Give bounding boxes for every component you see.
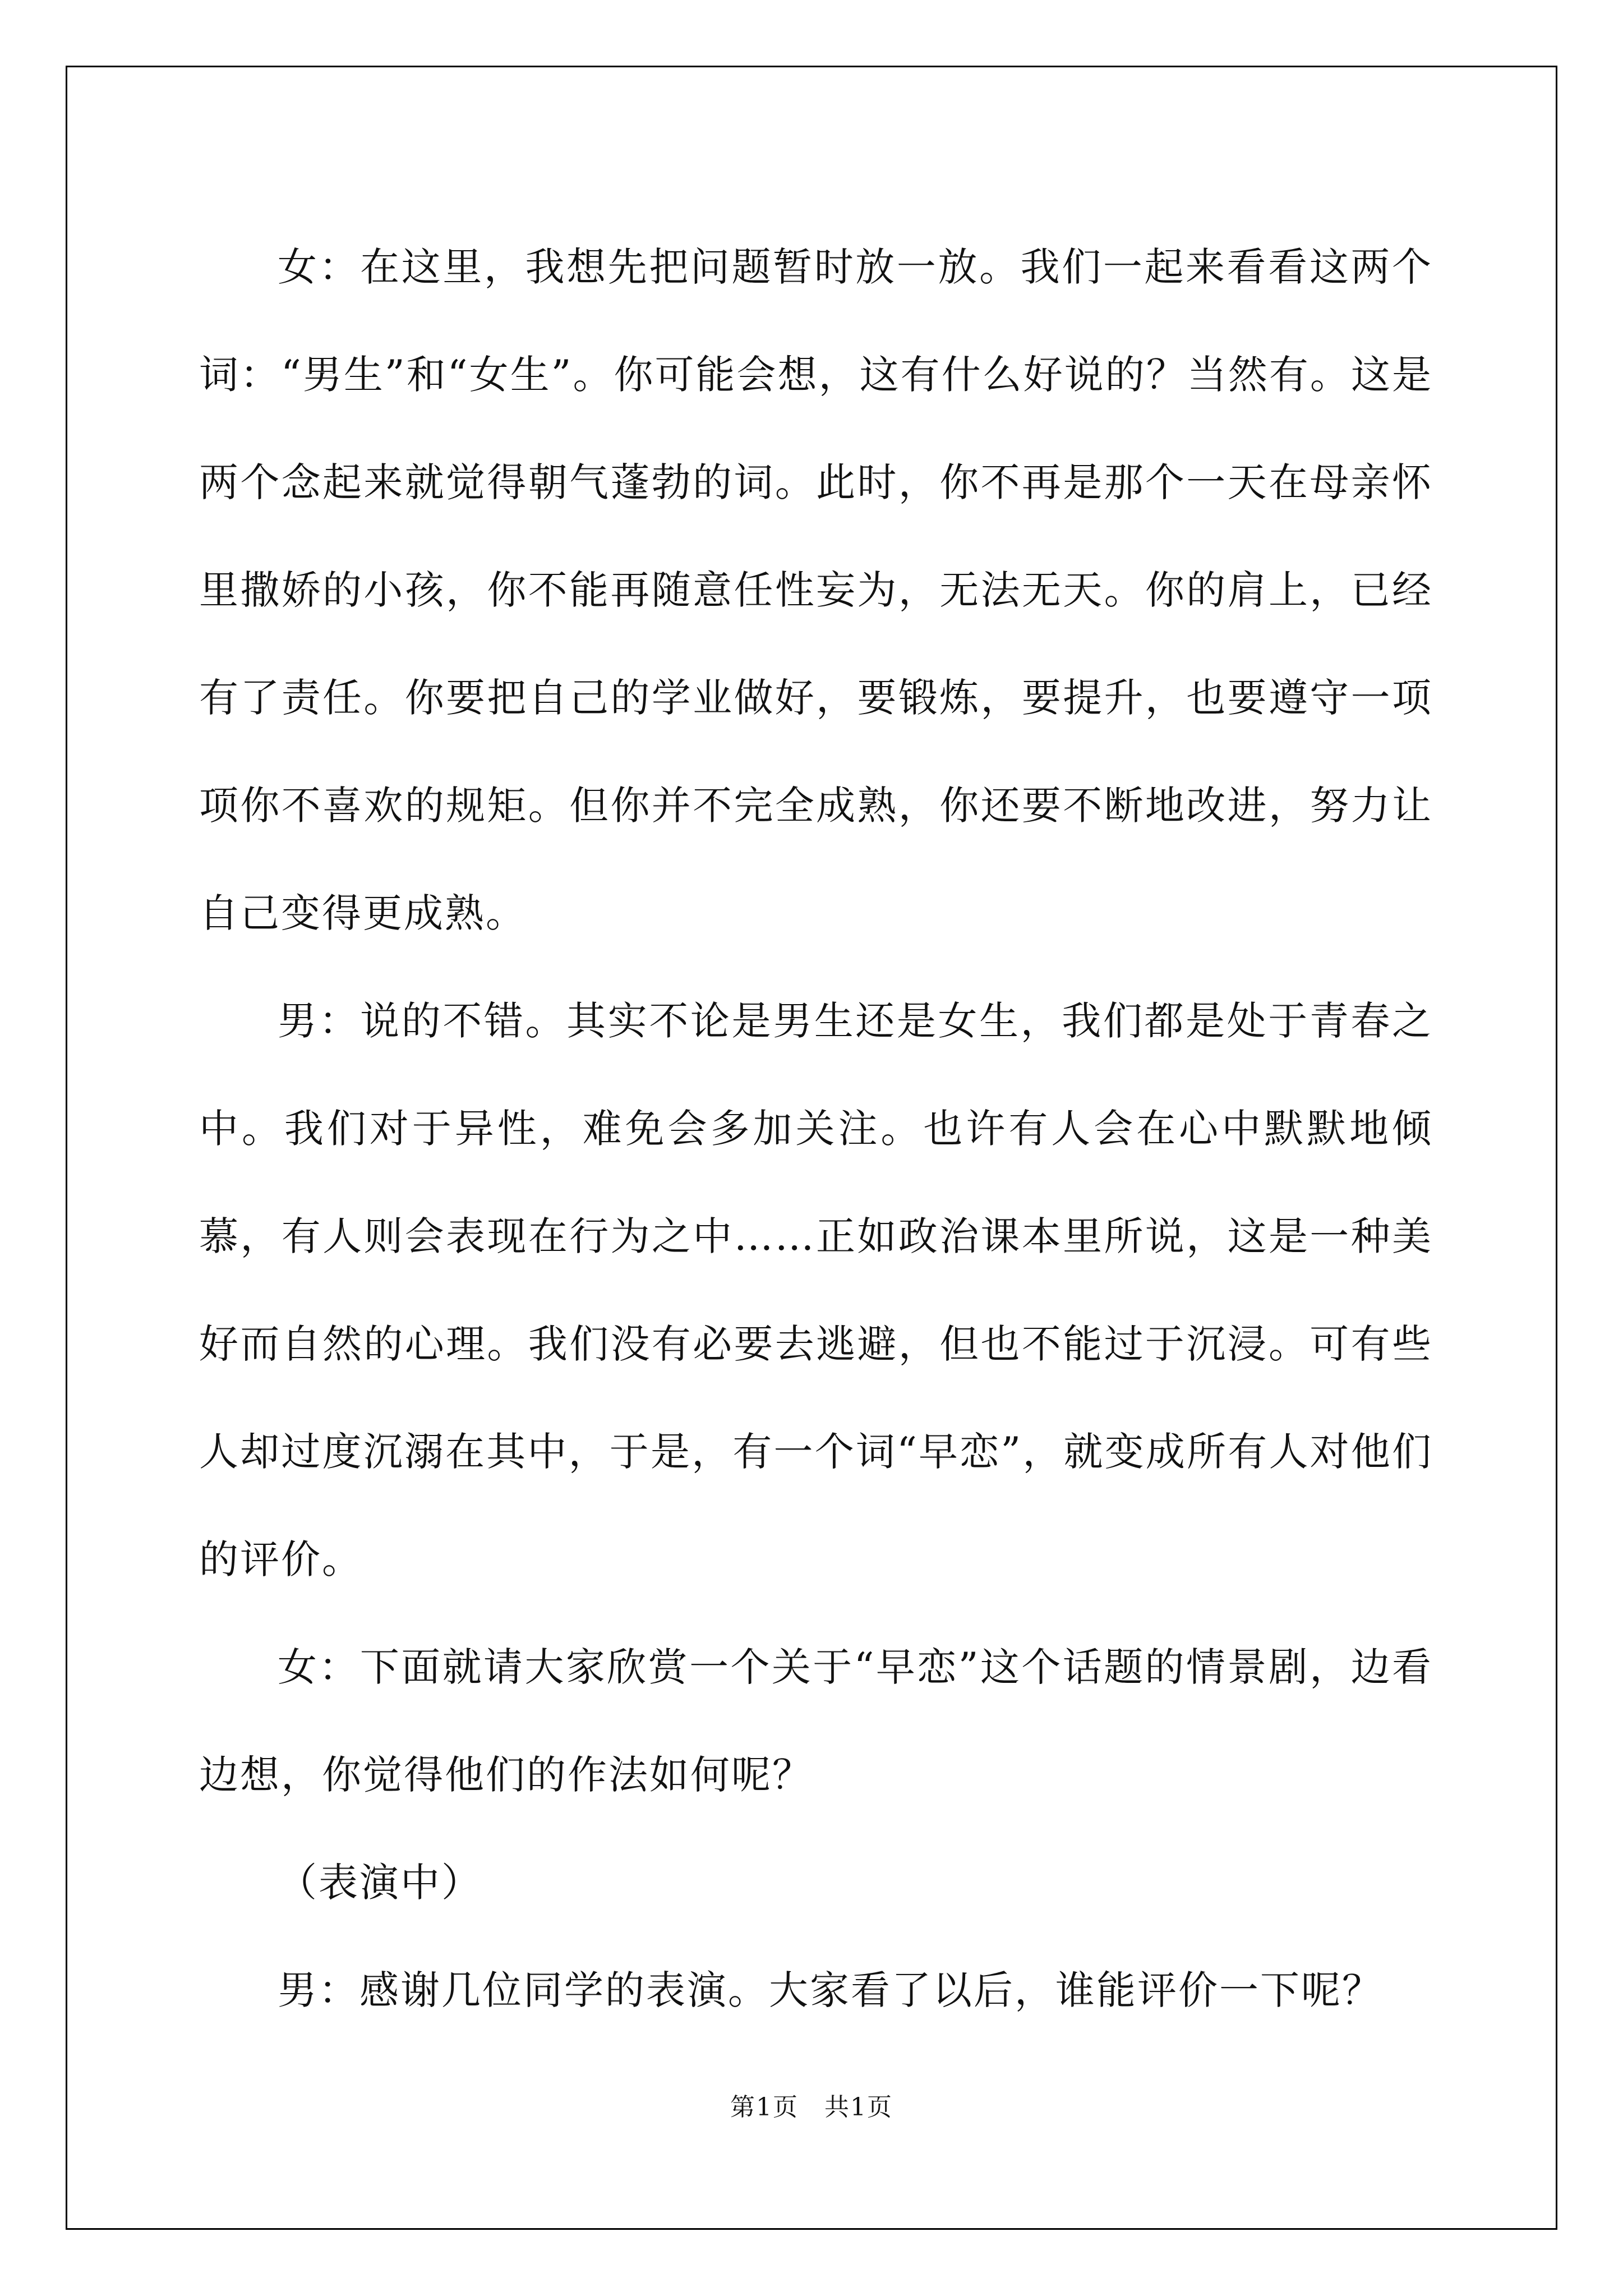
- paragraph-3: 女：下面就请大家欣赏一个关于“早恋”这个话题的情景剧，边看边想，你觉得他们的作法如何呢？: [199, 1644, 1433, 1798]
- page-footer: 第1页 共1页: [730, 2093, 893, 2122]
- paragraph-5: 男：感谢几位同学的表演。大家看了以后，谁能评价一下呢？: [278, 1967, 1383, 2013]
- paragraph-2: 男：说的不错。其实不论是男生还是女生，我们都是处于青春之中。我们对于异性，难免会多加关注。也许有人会在心中默默地倾慕，有人则会表现在行为之中……正如政治课本里所说，这是一种美好而自然的心理。我们没有必要去逃避，但也不能过于沉浸。可有些人却过度沉溺在其中，于是，有一个词“早恋”，就变成所有人对他们的评价。: [199, 998, 1433, 1582]
- paragraph-4: （表演中）: [278, 1860, 482, 1906]
- document-body: [199, 213, 1433, 2044]
- paragraph-1: 女：在这里，我想先把问题暂时放一放。我们一起来看看这两个词：“男生”和“女生”。你可能会想，这有什么好说的？当然有。这是两个念起来就觉得朝气蓬勃的词。此时，你不再是那个一天在母亲怀里撒娇的小孩，你不能再随意任性妄为，无法无天。你的肩上，已经有了责任。你要把自己的学业做好，要锻炼，要提升，也要遵守一项项你不喜欢的规矩。但你并不完全成熟，你还要不断地改进，努力让自己变得更成熟。: [199, 244, 1433, 936]
